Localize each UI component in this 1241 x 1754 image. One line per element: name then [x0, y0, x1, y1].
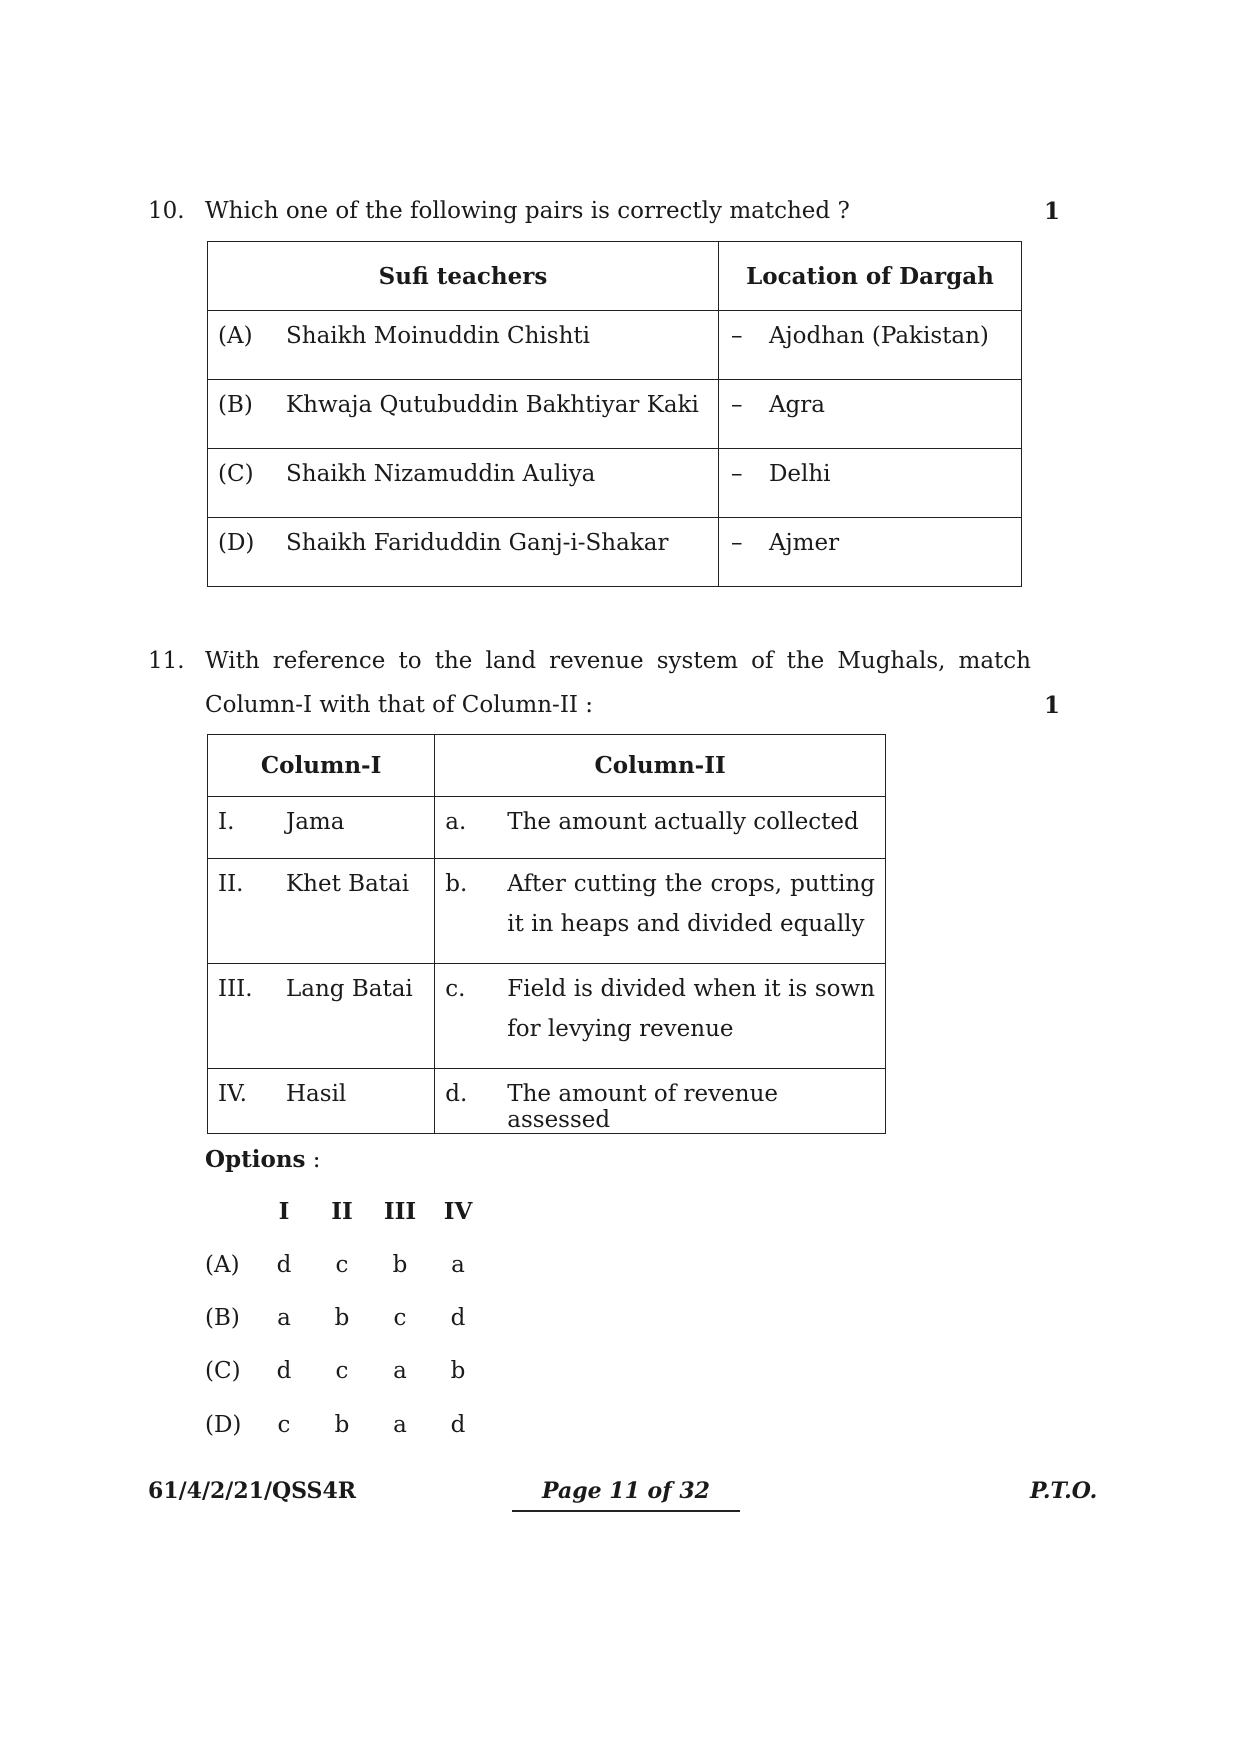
option-value: c [277, 1412, 291, 1438]
q11-term: Lang Batai [286, 976, 413, 1002]
q11-text-line1: With reference to the land revenue system of the Mughals, match [205, 648, 1031, 674]
option-value: b [392, 1252, 408, 1278]
q10-row-c [208, 449, 1022, 518]
option-value: d [450, 1305, 466, 1331]
q11-desc: The amount actually collected [507, 809, 859, 835]
q10-row-label: (B) [218, 392, 253, 418]
option-value: a [277, 1305, 291, 1331]
q11-term: Hasil [286, 1081, 347, 1107]
q10-marks: 1 [1044, 198, 1061, 225]
options-heading [205, 1146, 321, 1173]
footer-paper-code: 61/4/2/21/QSS4R [148, 1478, 357, 1504]
q10-row-label: (D) [218, 530, 255, 556]
q11-row-num: III. [218, 976, 253, 1002]
q11-letter: a. [445, 809, 467, 835]
q11-desc-line1: Field is divided when it is sown [507, 976, 875, 1002]
q11-table [207, 734, 886, 1134]
option-header: II [331, 1198, 353, 1225]
q11-header-column-1: Column-I [208, 735, 435, 797]
option-header: III [383, 1198, 417, 1225]
q11-letter: c. [445, 976, 466, 1002]
q11-term: Khet Batai [286, 871, 410, 897]
footer-page-number: Page 11 of 32 [512, 1478, 740, 1512]
option-label: (A) [205, 1252, 240, 1278]
option-label: (D) [205, 1412, 242, 1438]
q11-row-1 [208, 797, 886, 859]
option-value: b [450, 1358, 466, 1384]
option-value: d [276, 1358, 292, 1384]
option-a[interactable] [205, 1252, 487, 1278]
option-value: c [393, 1305, 407, 1331]
q10-text: Which one of the following pairs is correctly matched ? [205, 198, 850, 224]
q10-row-d [208, 518, 1022, 587]
q10-row-b [208, 380, 1022, 449]
option-value: b [334, 1305, 350, 1331]
q10-table [207, 241, 1022, 587]
option-value: a [393, 1412, 407, 1438]
option-value: b [334, 1412, 350, 1438]
q10-location: Ajodhan (Pakistan) [768, 323, 989, 349]
q11-row-2 [208, 859, 886, 964]
option-header: IV [443, 1198, 473, 1225]
q11-desc: The amount of revenue assessed [507, 1081, 778, 1133]
q10-teacher: Khwaja Qutubuddin Bakhtiyar Kaki [286, 392, 699, 418]
q11-row-num: IV. [218, 1081, 247, 1107]
q10-teacher: Shaikh Fariduddin Ganj-i-Shakar [286, 530, 669, 556]
q10-dash: – [730, 392, 743, 418]
option-header: I [278, 1198, 290, 1225]
q11-desc-line1: After cutting the crops, putting [507, 871, 875, 897]
q10-dash: – [730, 461, 743, 487]
q11-number: 11. [148, 648, 185, 674]
q10-teacher: Shaikh Nizamuddin Auliya [286, 461, 596, 487]
q10-location: Agra [768, 392, 825, 418]
option-label: (B) [205, 1305, 240, 1331]
q11-term: Jama [286, 809, 345, 835]
q11-row-4 [208, 1069, 886, 1134]
q10-row-a [208, 311, 1022, 380]
option-value: d [276, 1252, 292, 1278]
q10-row-label: (C) [218, 461, 254, 487]
q10-header-location: Location of Dargah [718, 242, 1021, 311]
q10-dash: – [730, 530, 743, 556]
option-value: a [393, 1358, 407, 1384]
q10-number: 10. [148, 198, 185, 224]
q11-row-num: I. [218, 809, 235, 835]
q11-row-num: II. [218, 871, 244, 897]
option-c[interactable] [205, 1358, 487, 1384]
q11-text-line2: Column-I with that of Column-II : [205, 692, 594, 718]
option-b[interactable] [205, 1305, 487, 1331]
q11-letter: d. [445, 1081, 468, 1107]
q11-row-3 [208, 964, 886, 1069]
option-label: (C) [205, 1358, 241, 1384]
q10-location: Delhi [768, 461, 831, 487]
option-value: a [451, 1252, 465, 1278]
q10-dash: – [730, 323, 743, 349]
options-label: Options [205, 1146, 306, 1173]
option-value: d [450, 1412, 466, 1438]
q11-desc-line2: for levying revenue [507, 1016, 734, 1042]
option-d[interactable] [205, 1412, 487, 1438]
options-colon: : [305, 1147, 321, 1173]
option-value: c [335, 1358, 349, 1384]
options-header-row [205, 1198, 487, 1225]
option-value: c [335, 1252, 349, 1278]
footer-pto: P.T.O. [1030, 1478, 1098, 1504]
q10-teacher: Shaikh Moinuddin Chishti [286, 323, 590, 349]
q11-letter: b. [445, 871, 468, 897]
q11-marks: 1 [1044, 692, 1061, 719]
q10-header-teachers: Sufi teachers [208, 242, 719, 311]
q10-row-label: (A) [218, 323, 253, 349]
q11-desc-line2: it in heaps and divided equally [507, 911, 865, 937]
q11-header-column-2: Column-II [435, 735, 886, 797]
q10-location: Ajmer [768, 530, 840, 556]
